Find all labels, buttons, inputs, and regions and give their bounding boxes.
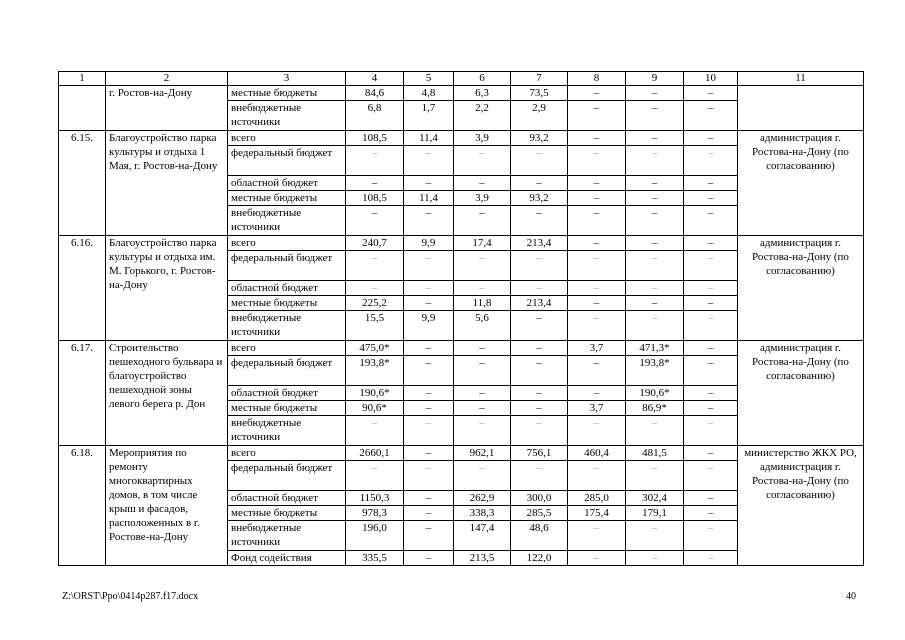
amount-cell: 122,0 [511, 551, 568, 566]
table-row [59, 446, 864, 461]
budget-table [58, 71, 864, 566]
amount-cell: – [684, 356, 738, 386]
amount-cell: – [684, 341, 738, 356]
item-number: 6.16. [59, 236, 106, 341]
amount-cell: – [346, 146, 404, 176]
table-row [59, 131, 864, 146]
amount-cell: 175,4 [568, 506, 626, 521]
amount-cell: 11,8 [454, 296, 511, 311]
amount-cell: – [346, 461, 404, 491]
funding-source: федеральный бюджет [228, 461, 346, 491]
amount-cell: – [404, 446, 454, 461]
amount-cell: – [568, 131, 626, 146]
item-number: 6.18. [59, 446, 106, 566]
amount-cell: 11,4 [404, 191, 454, 206]
amount-cell: 3,9 [454, 131, 511, 146]
amount-cell: – [511, 341, 568, 356]
amount-cell: – [404, 206, 454, 236]
amount-cell: – [454, 206, 511, 236]
funding-source: всего [228, 131, 346, 146]
funding-source: федеральный бюджет [228, 251, 346, 281]
amount-cell: 335,5 [346, 551, 404, 566]
funding-source: местные бюджеты [228, 401, 346, 416]
amount-cell: 471,3* [626, 341, 684, 356]
amount-cell: – [684, 176, 738, 191]
amount-cell: – [346, 416, 404, 446]
amount-cell: – [626, 281, 684, 296]
amount-cell: 9,9 [404, 311, 454, 341]
amount-cell: – [626, 311, 684, 341]
item-number: 6.15. [59, 131, 106, 236]
amount-cell: 6,3 [454, 86, 511, 101]
amount-cell: 48,6 [511, 521, 568, 551]
amount-cell: – [684, 236, 738, 251]
table-row [59, 86, 864, 101]
amount-cell: 302,4 [626, 491, 684, 506]
amount-cell: – [568, 296, 626, 311]
amount-cell: 108,5 [346, 191, 404, 206]
amount-cell: – [626, 206, 684, 236]
amount-cell: – [684, 551, 738, 566]
amount-cell: – [626, 461, 684, 491]
amount-cell: – [568, 236, 626, 251]
amount-cell: – [454, 251, 511, 281]
amount-cell: 3,9 [454, 191, 511, 206]
amount-cell: – [684, 191, 738, 206]
amount-cell: – [404, 386, 454, 401]
col-header: 9 [626, 72, 684, 86]
measure-name: Мероприятия по ремонту многоквартирных домов, в том числе крыш и фасадов, расположенных в г. Ростове-на-Дону [106, 446, 228, 566]
funding-source: всего [228, 446, 346, 461]
amount-cell: – [684, 146, 738, 176]
col-header: 8 [568, 72, 626, 86]
amount-cell: – [511, 176, 568, 191]
amount-cell: 6,8 [346, 101, 404, 131]
amount-cell: – [684, 521, 738, 551]
amount-cell: 962,1 [454, 446, 511, 461]
amount-cell: 190,6* [346, 386, 404, 401]
table-row [59, 236, 864, 251]
amount-cell: – [568, 521, 626, 551]
item-number [59, 86, 106, 131]
amount-cell: 15,5 [346, 311, 404, 341]
amount-cell: 475,0* [346, 341, 404, 356]
amount-cell: 84,6 [346, 86, 404, 101]
amount-cell: – [346, 176, 404, 191]
amount-cell: – [511, 386, 568, 401]
amount-cell: 179,1 [626, 506, 684, 521]
amount-cell: – [626, 416, 684, 446]
col-header: 11 [738, 72, 864, 86]
amount-cell: – [684, 281, 738, 296]
amount-cell: – [454, 401, 511, 416]
amount-cell: – [404, 416, 454, 446]
amount-cell: 193,8* [346, 356, 404, 386]
amount-cell: – [511, 416, 568, 446]
amount-cell: 147,4 [454, 521, 511, 551]
amount-cell: – [454, 176, 511, 191]
amount-cell: – [684, 386, 738, 401]
amount-cell: 4,8 [404, 86, 454, 101]
amount-cell: – [346, 281, 404, 296]
amount-cell: – [511, 146, 568, 176]
amount-cell: – [404, 401, 454, 416]
amount-cell: – [404, 521, 454, 551]
funding-source: федеральный бюджет [228, 146, 346, 176]
amount-cell: – [404, 281, 454, 296]
amount-cell: 481,5 [626, 446, 684, 461]
amount-cell: – [626, 191, 684, 206]
amount-cell: 978,3 [346, 506, 404, 521]
funding-source: местные бюджеты [228, 86, 346, 101]
amount-cell: – [568, 551, 626, 566]
amount-cell: – [404, 356, 454, 386]
amount-cell: – [568, 416, 626, 446]
amount-cell: – [626, 176, 684, 191]
responsible-executor: администрация г. Ростова-на-Дону (по согласованию) [738, 341, 864, 446]
amount-cell: – [568, 386, 626, 401]
amount-cell: – [454, 281, 511, 296]
amount-cell: – [684, 101, 738, 131]
funding-source: внебюджетные источники [228, 101, 346, 131]
amount-cell: – [511, 281, 568, 296]
responsible-executor: министерство ЖКХ РО, администрация г. Ростова-на-Дону (по согласованию) [738, 446, 864, 566]
amount-cell: – [511, 251, 568, 281]
page-number: 40 [846, 591, 856, 602]
amount-cell: 9,9 [404, 236, 454, 251]
col-header: 7 [511, 72, 568, 86]
amount-cell: – [684, 296, 738, 311]
col-header: 3 [228, 72, 346, 86]
amount-cell: 300,0 [511, 491, 568, 506]
amount-cell: – [568, 206, 626, 236]
amount-cell: – [626, 551, 684, 566]
amount-cell: – [684, 461, 738, 491]
amount-cell: 11,4 [404, 131, 454, 146]
amount-cell: – [404, 296, 454, 311]
amount-cell: – [404, 491, 454, 506]
amount-cell: 2660,1 [346, 446, 404, 461]
amount-cell: – [684, 401, 738, 416]
amount-cell: 240,7 [346, 236, 404, 251]
amount-cell: – [404, 341, 454, 356]
funding-source: местные бюджеты [228, 191, 346, 206]
funding-source: местные бюджеты [228, 506, 346, 521]
funding-source: всего [228, 236, 346, 251]
amount-cell: – [684, 86, 738, 101]
responsible-executor [738, 86, 864, 131]
amount-cell: – [684, 251, 738, 281]
funding-source: федеральный бюджет [228, 356, 346, 386]
amount-cell: – [454, 341, 511, 356]
amount-cell: – [684, 416, 738, 446]
amount-cell: – [454, 386, 511, 401]
amount-cell: – [568, 356, 626, 386]
table-row [59, 341, 864, 356]
amount-cell: – [454, 146, 511, 176]
amount-cell: – [454, 416, 511, 446]
amount-cell: 262,9 [454, 491, 511, 506]
funding-source: местные бюджеты [228, 296, 346, 311]
amount-cell: 213,4 [511, 236, 568, 251]
amount-cell: – [404, 506, 454, 521]
amount-cell: – [568, 86, 626, 101]
amount-cell: 17,4 [454, 236, 511, 251]
amount-cell: 1,7 [404, 101, 454, 131]
col-header: 5 [404, 72, 454, 86]
amount-cell: 190,6* [626, 386, 684, 401]
amount-cell: 2,2 [454, 101, 511, 131]
amount-cell: – [684, 206, 738, 236]
amount-cell: 193,8* [626, 356, 684, 386]
amount-cell: 73,5 [511, 86, 568, 101]
file-path: Z:\ORST\Ppo\0414p287.f17.docx [62, 591, 199, 602]
funding-source: Фонд содействия [228, 551, 346, 566]
amount-cell: 285,0 [568, 491, 626, 506]
amount-cell: 3,7 [568, 401, 626, 416]
amount-cell: – [684, 311, 738, 341]
amount-cell: 1150,3 [346, 491, 404, 506]
amount-cell: – [346, 206, 404, 236]
amount-cell: – [684, 446, 738, 461]
amount-cell: – [568, 191, 626, 206]
funding-source: внебюджетные источники [228, 521, 346, 551]
column-numbers-row [59, 72, 864, 86]
col-header: 4 [346, 72, 404, 86]
amount-cell: 5,6 [454, 311, 511, 341]
amount-cell: – [404, 251, 454, 281]
amount-cell: – [568, 461, 626, 491]
amount-cell: – [684, 506, 738, 521]
responsible-executor: администрация г. Ростова-на-Дону (по согласованию) [738, 131, 864, 236]
funding-source: областной бюджет [228, 491, 346, 506]
responsible-executor: администрация г. Ростова-на-Дону (по согласованию) [738, 236, 864, 341]
amount-cell: – [511, 206, 568, 236]
funding-source: областной бюджет [228, 176, 346, 191]
amount-cell: 213,5 [454, 551, 511, 566]
amount-cell: 285,5 [511, 506, 568, 521]
amount-cell: – [568, 146, 626, 176]
amount-cell: – [568, 101, 626, 131]
amount-cell: 196,0 [346, 521, 404, 551]
amount-cell: – [511, 401, 568, 416]
col-header: 2 [106, 72, 228, 86]
measure-name: Благоустройство парка культуры и отдыха им. М. Горького, г. Ростов-на-Дону [106, 236, 228, 341]
amount-cell: 460,4 [568, 446, 626, 461]
amount-cell: – [404, 146, 454, 176]
funding-source: всего [228, 341, 346, 356]
amount-cell: 93,2 [511, 191, 568, 206]
amount-cell: 108,5 [346, 131, 404, 146]
amount-cell: – [626, 101, 684, 131]
amount-cell: – [626, 131, 684, 146]
amount-cell: – [511, 356, 568, 386]
funding-source: областной бюджет [228, 281, 346, 296]
amount-cell: – [568, 281, 626, 296]
funding-source: внебюджетные источники [228, 206, 346, 236]
amount-cell: – [404, 551, 454, 566]
amount-cell: – [568, 311, 626, 341]
amount-cell: 90,6* [346, 401, 404, 416]
amount-cell: – [454, 461, 511, 491]
funding-source: внебюджетные источники [228, 416, 346, 446]
amount-cell: – [404, 176, 454, 191]
amount-cell: – [568, 176, 626, 191]
amount-cell: 86,9* [626, 401, 684, 416]
amount-cell: 93,2 [511, 131, 568, 146]
amount-cell: – [454, 356, 511, 386]
amount-cell: – [346, 251, 404, 281]
amount-cell: – [684, 491, 738, 506]
amount-cell: 756,1 [511, 446, 568, 461]
amount-cell: – [626, 86, 684, 101]
measure-name: Строительство пешеходного бульвара и благоустройство пешеходной зоны левого берега р. Дон [106, 341, 228, 446]
amount-cell: – [684, 131, 738, 146]
col-header: 1 [59, 72, 106, 86]
measure-name: Благоустройство парка культуры и отдыха 1 Мая, г. Ростов-на-Дону [106, 131, 228, 236]
amount-cell: – [626, 236, 684, 251]
amount-cell: – [626, 521, 684, 551]
amount-cell: 225,2 [346, 296, 404, 311]
col-header: 10 [684, 72, 738, 86]
amount-cell: – [404, 461, 454, 491]
amount-cell: 213,4 [511, 296, 568, 311]
amount-cell: – [626, 146, 684, 176]
item-number: 6.17. [59, 341, 106, 446]
col-header: 6 [454, 72, 511, 86]
measure-name: г. Ростов-на-Дону [106, 86, 228, 131]
amount-cell: – [568, 251, 626, 281]
amount-cell: – [511, 461, 568, 491]
amount-cell: 3,7 [568, 341, 626, 356]
amount-cell: – [511, 311, 568, 341]
amount-cell: 338,3 [454, 506, 511, 521]
funding-source: внебюджетные источники [228, 311, 346, 341]
amount-cell: – [626, 296, 684, 311]
amount-cell: 2,9 [511, 101, 568, 131]
amount-cell: – [626, 251, 684, 281]
funding-source: областной бюджет [228, 386, 346, 401]
